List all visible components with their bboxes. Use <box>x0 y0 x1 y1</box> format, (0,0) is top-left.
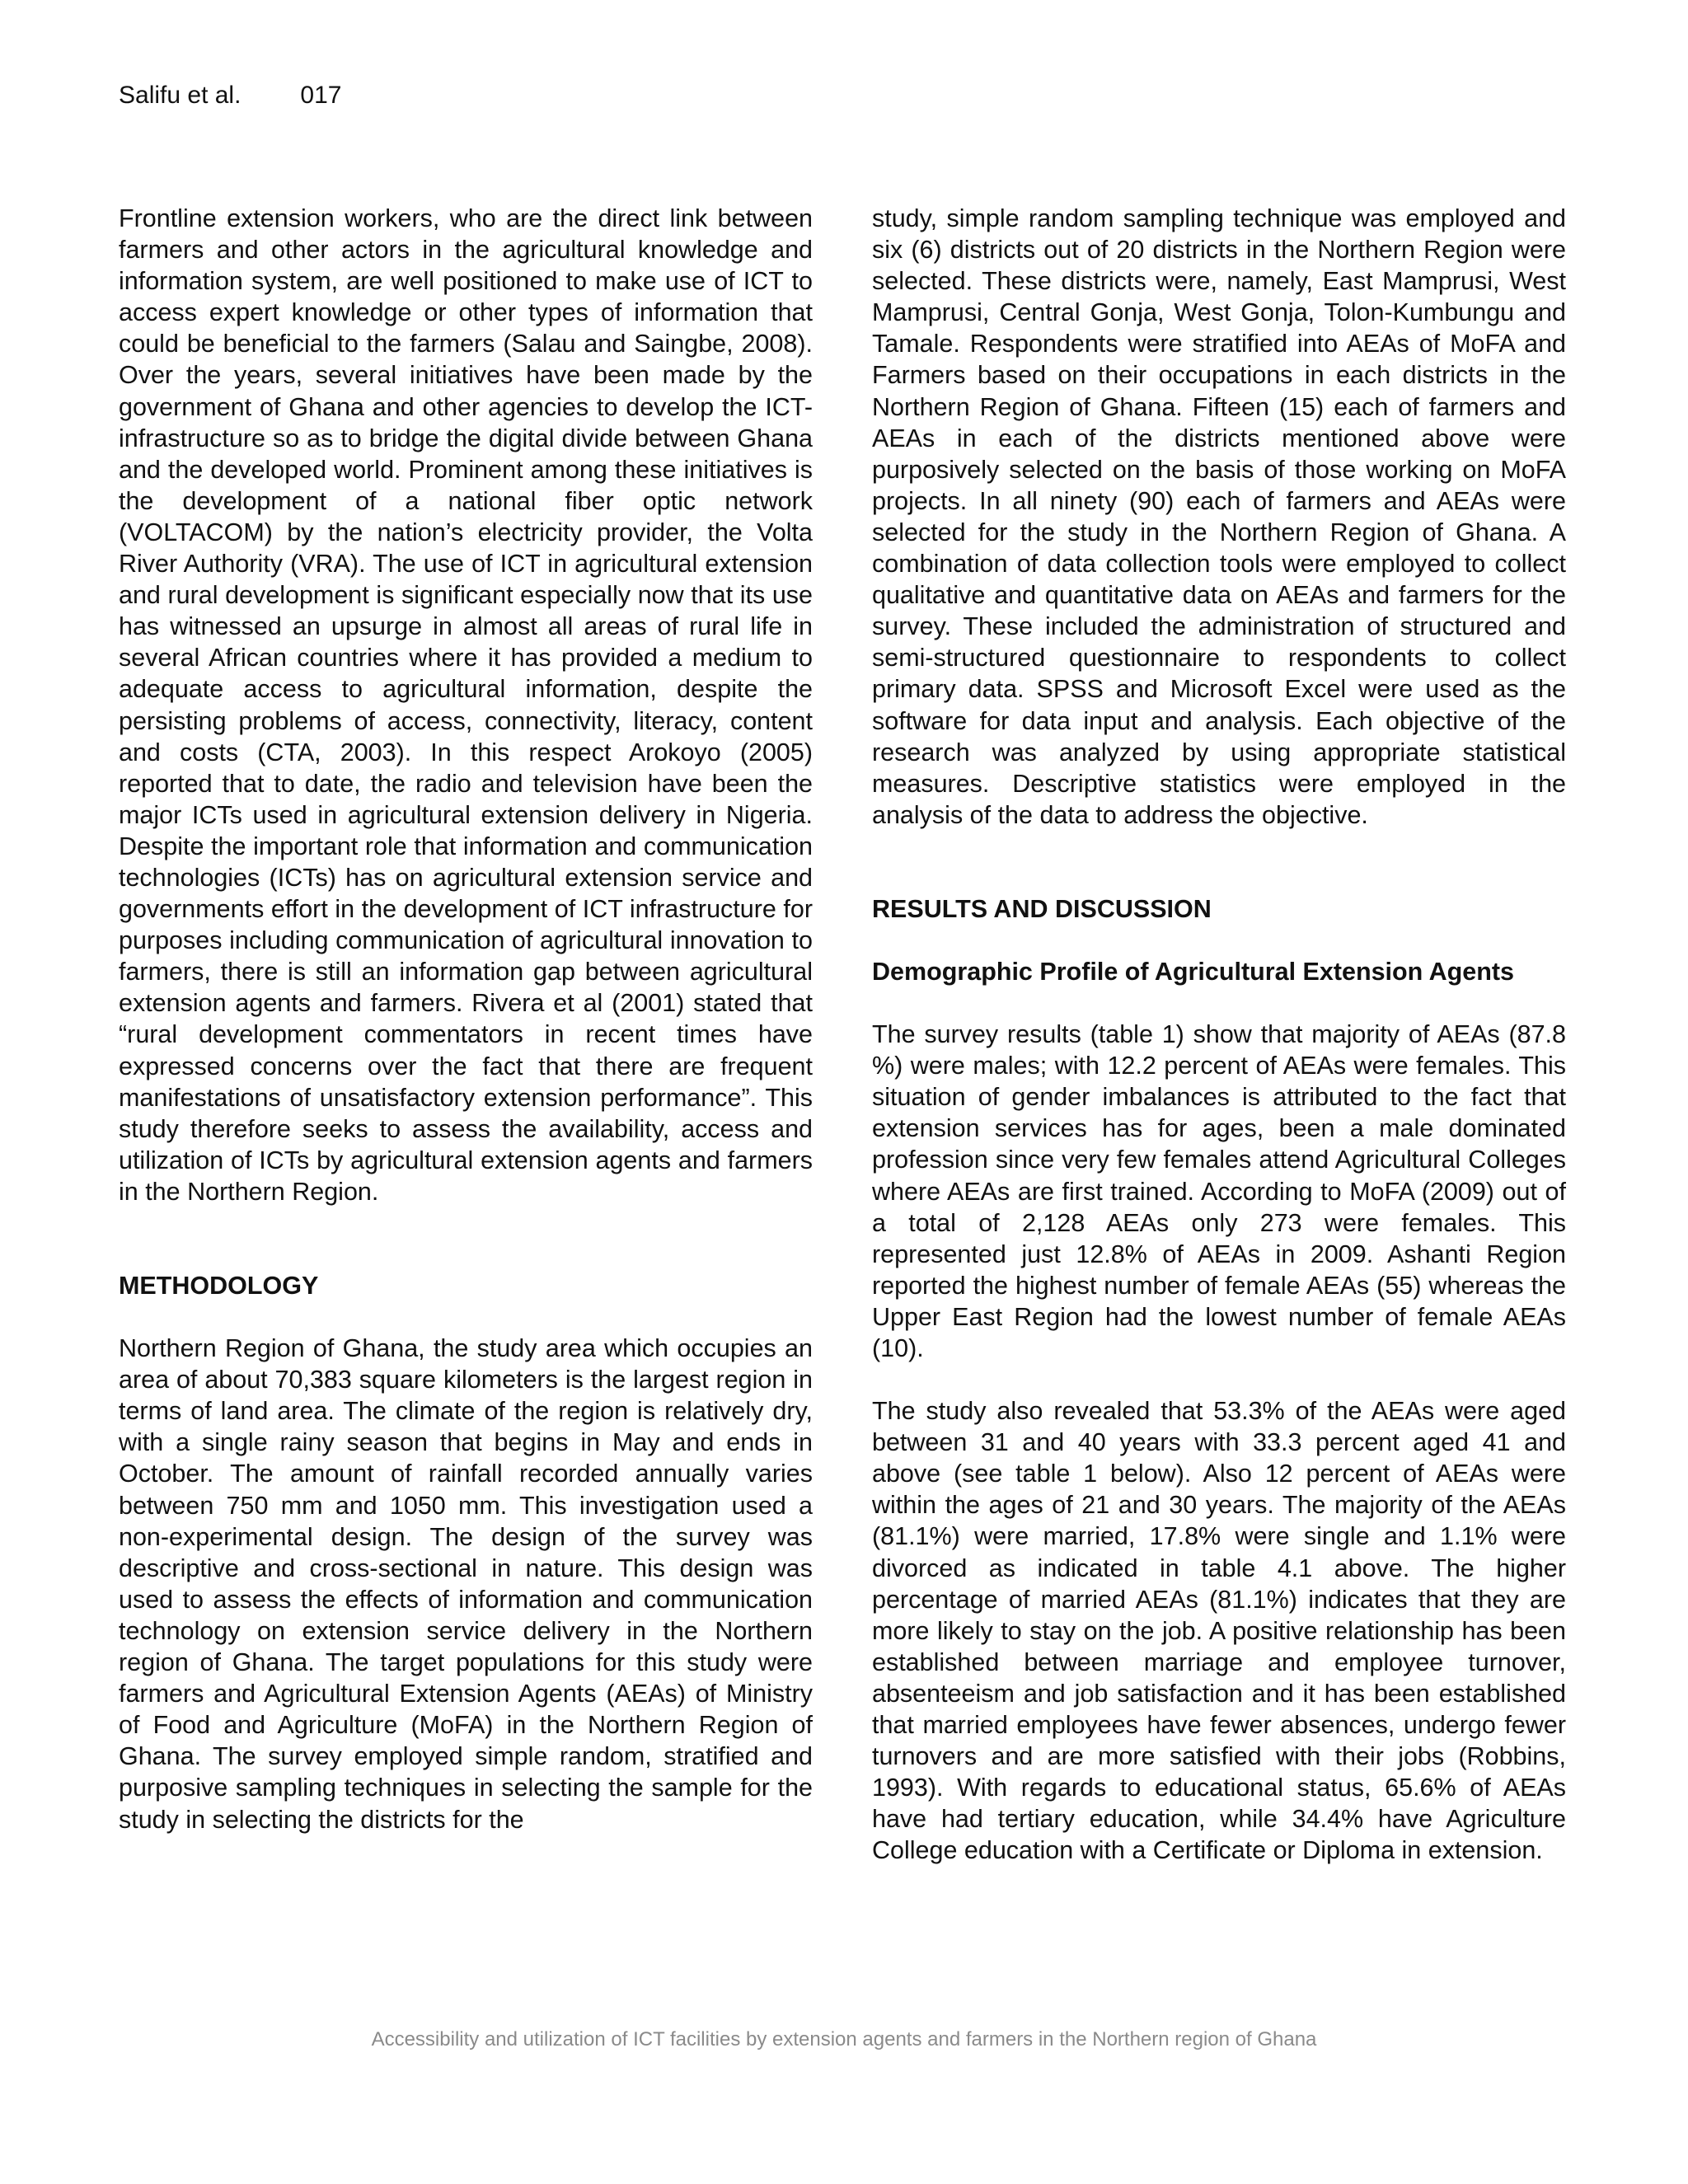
methodology-heading: METHODOLOGY <box>119 1272 319 1300</box>
right-column <box>872 203 1566 1867</box>
page-number: 017 <box>300 82 342 109</box>
running-head <box>119 79 341 112</box>
page-footer: Accessibility and utilization of ICT facilities by extension agents and farmers in the Northern region of Ghana <box>371 2028 1317 2050</box>
demographic-heading: Demographic Profile of Agricultural Extension Agents <box>872 957 1514 986</box>
author-line: Salifu et al. <box>119 82 241 109</box>
methodology-continued-paragraph: study, simple random sampling technique was employed and six (6) districts out of 20 districts in the Northern Region were selected. These districts were, namely, East Mamprusi, West Mamprusi, Central Gonja, West Gonja, Tolon-Kumbungu and Tamale. Respondents were stratified into AEAs of MoFA and Farmers based on their occupations in each districts in the Northern Region of Ghana. Fifteen (15) each of farmers and AEAs in each of the districts mentioned above were purposively selected on the basis of those working on MoFA projects. In all ninety (90) each of farmers and AEAs were selected for the study in the Northern Region of Ghana. A combination of data collection tools were employed to collect qualitative and quantitative data on AEAs and farmers for the survey. These included the administration of structured and semi-structured questionnaire to respondents to collect primary data. SPSS and Microsoft Excel were used as the software for data input and analysis. Each objective of the research was analyzed by using appropriate statistical measures. Descriptive statistics were employed in the analysis of the data to address the objective. <box>872 204 1566 829</box>
left-column <box>119 203 813 1835</box>
intro-paragraph: Frontline extension workers, who are the direct link between farmers and other actors in the agricultural knowledge and information system, are well positioned to make use of ICT to access expert knowledge or other types of information that could be beneficial to the farmers (Salau and Saingbe, 2008). Over the years, several initiatives have been made by the government of Ghana and other agencies to develop the ICT-infrastructure so as to bridge the digital divide between Ghana and the developed world. Prominent among these initiatives is the development of a national fiber optic network (VOLTACOM) by the nation’s electricity provider, the Volta River Authority (VRA). The use of ICT in agricultural extension and rural development is significant especially now that its use has witnessed an upsurge in almost all areas of rural life in several African countries where it has provided a medium to adequate access to agricultural information, despite the persisting problems of access, connectivity, literacy, content and costs (CTA, 2003). In this respect Arokoyo (2005) reported that to date, the radio and television have been the major ICTs used in agricultural extension delivery in Nigeria. Despite the important role that information and communication technologies (ICTs) has on agricultural extension service and governments effort in the development of ICT infrastructure for purposes including communication of agricultural innovation to farmers, there is still an information gap between agricultural extension agents and farmers. Rivera et al (2001) stated that “rural development commentators in recent times have expressed concerns over the fact that there are frequent manifestations of unsatisfactory extension performance”. This study therefore seeks to assess the availability, access and utilization of ICTs by agricultural extension agents and farmers in the Northern Region. <box>119 204 813 1206</box>
results-heading: RESULTS AND DISCUSSION <box>872 894 1212 923</box>
methodology-paragraph: Northern Region of Ghana, the study area which occupies an area of about 70,383 square kilometers is the largest region in terms of land area. The climate of the region is relatively dry, with a single rainy season that begins in May and ends in October. The amount of rainfall recorded annually varies between 750 mm and 1050 mm. This investigation used a non-experimental design. The design of the survey was descriptive and cross-sectional in nature. This design was used to assess the effects of information and communication technology on extension service delivery in the Northern region of Ghana. The target populations for this study were farmers and Agricultural Extension Agents (AEAs) of Ministry of Food and Agriculture (MoFA) in the Northern Region of Ghana. The survey employed simple random, stratified and purposive sampling techniques in selecting the sample for the study in selecting the districts for the <box>119 1334 813 1834</box>
results-paragraph-2: The study also revealed that 53.3% of the AEAs were aged between 31 and 40 years with 33.3 percent aged 41 and above (see table 1 below). Also 12 percent of AEAs were within the ages of 21 and 30 years. The majority of the AEAs (81.1%) were married, 17.8% were single and 1.1% were divorced as indicated in table 4.1 above. The higher percentage of married AEAs (81.1%) indicates that they are more likely to stay on the job. A positive relationship has been established between marriage and employee turnover, absenteeism and job satisfaction and it has been established that married employees have fewer absences, undergo fewer turnovers and are more satisfied with their jobs (Robbins, 1993). With regards to educational status, 65.6% of AEAs have had tertiary education, while 34.4% have Agriculture College education with a Certificate or Diploma in extension. <box>872 1397 1566 1865</box>
results-paragraph-1: The survey results (table 1) show that majority of AEAs (87.8 %) were males; with 12.2 percent of AEAs were females. This situation of gender imbalances is attributed to the fact that extension services has for ages, been a male dominated profession since very few females attend Agricultural Colleges where AEAs are first trained. According to MoFA (2009) out of a total of 2,128 AEAs only 273 were females. This represented just 12.8% of AEAs in 2009. Ashanti Region reported the highest number of female AEAs (55) whereas the Upper East Region had the lowest number of female AEAs (10). <box>872 1020 1566 1362</box>
